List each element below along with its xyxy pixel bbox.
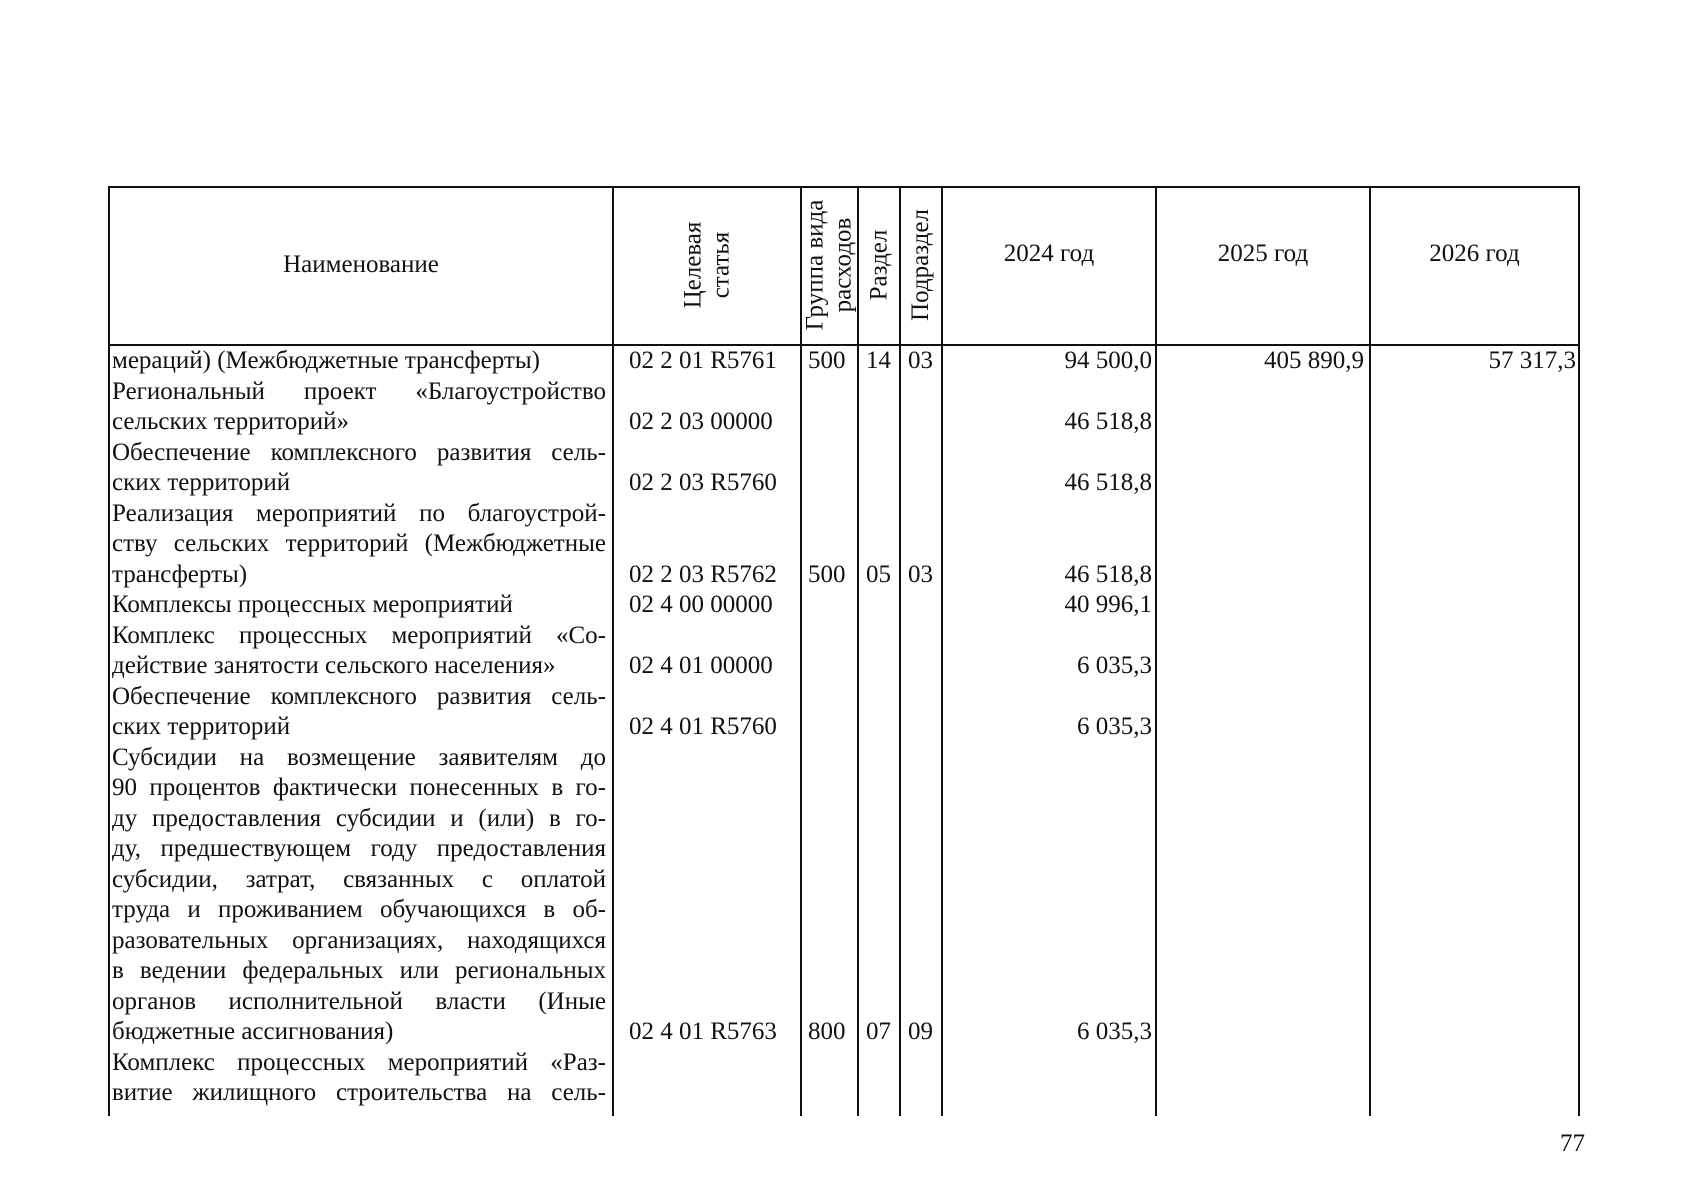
row-razdel: 07	[866, 1018, 891, 1045]
row-code: 02 4 01 R5760	[629, 713, 777, 740]
row-podrazdel: 03	[908, 560, 933, 588]
name-line: органов исполнительной власти (Иные	[112, 987, 606, 1015]
table-row-name	[112, 1048, 606, 1109]
row-code: 02 2 03 00000	[629, 408, 773, 435]
header-razdel	[859, 186, 899, 344]
name-line: ских территорий	[112, 713, 291, 740]
name-line: Обеспечение комплексного развития сель-	[112, 438, 606, 466]
name-line: разовательных организациях, находящихся	[112, 926, 606, 954]
name-line: в ведении федеральных или региональных	[112, 957, 606, 984]
header-code-line2: статья	[706, 231, 734, 299]
name-line: ству сельских территорий (Межбюджетные	[112, 530, 606, 557]
row-code: 02 2 03 R5762	[629, 560, 777, 588]
table-row-name	[112, 682, 606, 743]
table-row-name	[112, 438, 606, 499]
header-code	[614, 186, 800, 344]
header-podrazdel	[901, 186, 941, 344]
row-code: 02 2 01 R5761	[629, 347, 777, 374]
name-line: Комплекс процессных мероприятий «Раз-	[112, 1048, 606, 1076]
name-line: сельских территорий»	[112, 408, 349, 435]
row-vid: 800	[808, 1018, 846, 1045]
header-2024-label: 2024 год	[1003, 240, 1095, 267]
name-line: мераций) (Межбюджетные трансферты)	[112, 347, 540, 374]
header-2026	[1371, 186, 1578, 344]
name-line: Комплекс процессных мероприятий «Со-	[112, 621, 606, 649]
name-line: Субсидии на возмещение заявителям до	[112, 743, 606, 771]
row-vid: 500	[808, 347, 846, 374]
row-code: 02 4 01 R5763	[629, 1018, 777, 1045]
header-2025	[1157, 186, 1369, 344]
header-vid	[802, 186, 857, 344]
name-line: ду предоставления субсидии и (или) в го-	[112, 804, 606, 832]
name-line: Комплексы процессных мероприятий	[112, 591, 513, 618]
row-2024: 46 518,8	[1064, 560, 1152, 588]
header-vid-line1: Группа вида	[801, 199, 829, 331]
table-row-name	[112, 377, 606, 438]
row-2024: 6 035,3	[1077, 713, 1152, 740]
table-row-name	[112, 346, 606, 377]
name-line: ских территорий	[112, 469, 291, 496]
name-line: ду, предшествующем году предоставления	[112, 835, 606, 862]
header-name-label: Наименование	[283, 251, 439, 278]
row-2024: 46 518,8	[1064, 408, 1152, 435]
header-vid-label	[802, 200, 858, 331]
page-number: 77	[1560, 1130, 1585, 1157]
row-code: 02 2 03 R5760	[629, 469, 777, 496]
name-line: действие занятости сельского населения»	[112, 652, 556, 679]
row-2024: 46 518,8	[1064, 469, 1152, 496]
name-line: Реализация мероприятий по благоустрой-	[112, 499, 606, 527]
name-line: 90 процентов фактически понесенных в го-	[112, 774, 606, 801]
row-2024: 6 035,3	[1077, 1018, 1152, 1045]
row-2024: 6 035,3	[1077, 652, 1152, 679]
header-code-line1: Целевая	[678, 221, 706, 309]
table-row-name	[112, 590, 606, 621]
name-line: Региональный проект «Благоустройство	[112, 377, 606, 405]
header-2026-label: 2026 год	[1429, 240, 1520, 267]
row-podrazdel: 03	[908, 347, 933, 374]
row-vid: 500	[808, 560, 846, 588]
header-razdel-label: Раздел	[865, 229, 892, 301]
name-line: Обеспечение комплексного развития сель-	[112, 682, 606, 710]
table-row-name	[112, 499, 606, 591]
header-2025-label: 2025 год	[1217, 240, 1309, 267]
name-line: труда и проживанием обучающихся в об-	[112, 896, 606, 923]
table-row-name	[112, 743, 606, 1048]
row-2026: 57 317,3	[1488, 347, 1576, 374]
header-name	[110, 186, 612, 344]
table-right-border	[1578, 186, 1580, 1116]
name-line: трансферты)	[112, 560, 248, 588]
name-line: бюджетные ассигнования)	[112, 1018, 394, 1045]
name-line: витие жилищного строительства на сель-	[112, 1079, 606, 1106]
name-line: субсидии, затрат, связанных с оплатой	[112, 865, 606, 893]
row-2024: 40 996,1	[1064, 591, 1152, 618]
table-row-name	[112, 621, 606, 682]
row-razdel: 05	[866, 560, 891, 588]
header-podrazdel-label: Подраздел	[907, 209, 934, 321]
row-code: 02 4 00 00000	[629, 591, 773, 618]
row-code: 02 4 01 00000	[629, 652, 773, 679]
header-vid-line2: расходов	[829, 217, 857, 313]
row-podrazdel: 09	[908, 1018, 933, 1045]
header-code-label	[679, 222, 735, 309]
header-2024	[943, 186, 1155, 344]
row-2025: 405 890,9	[1264, 347, 1364, 374]
row-razdel: 14	[866, 347, 891, 374]
row-2024: 94 500,0	[1064, 347, 1152, 374]
